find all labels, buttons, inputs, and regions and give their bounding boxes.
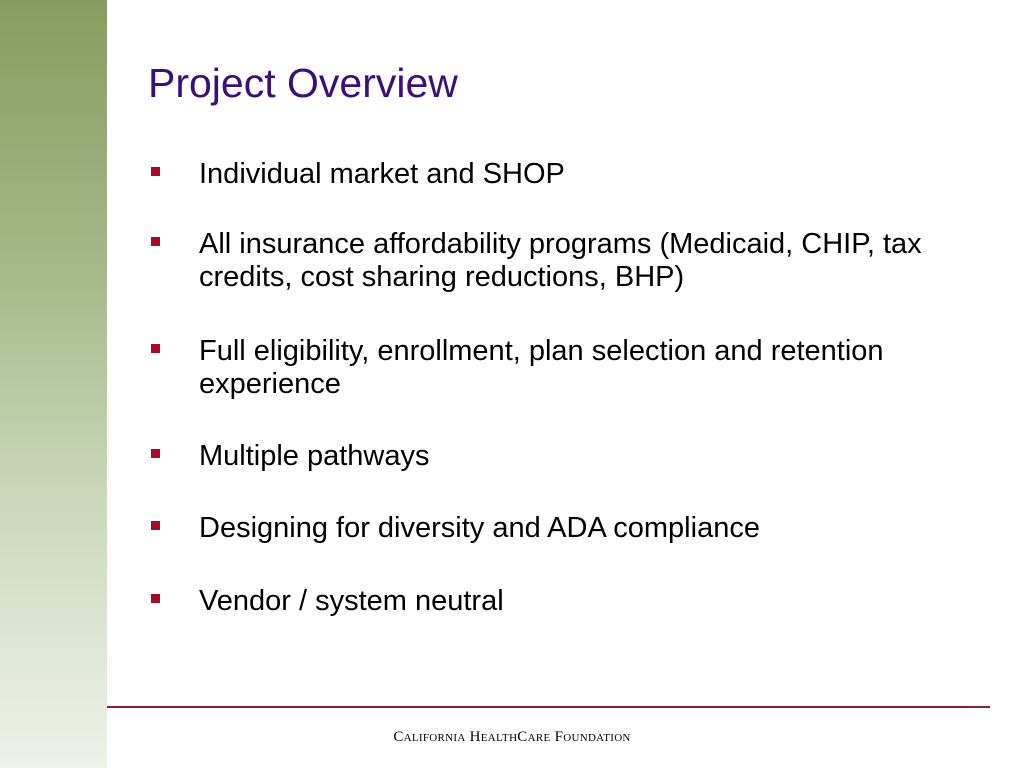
square-bullet-icon — [151, 594, 160, 603]
bullet-text: All insurance affordability programs (Medicaid, CHIP, tax credits, cost sharing reductions, BHP) — [199, 228, 922, 293]
decorative-side-bar — [0, 0, 107, 768]
square-bullet-icon — [151, 521, 160, 530]
square-bullet-icon — [151, 344, 160, 353]
slide-title: Project Overview — [148, 60, 458, 106]
square-bullet-icon — [151, 237, 160, 246]
footer-divider — [107, 706, 990, 708]
square-bullet-icon — [151, 449, 160, 458]
bullet-text: Multiple pathways — [199, 440, 430, 472]
bullet-text: Full eligibility, enrollment, plan selection and retention experience — [199, 335, 884, 400]
bullet-text: Individual market and SHOP — [199, 158, 565, 190]
bullet-text: Designing for diversity and ADA compliance — [199, 512, 760, 544]
bullet-text: Vendor / system neutral — [199, 585, 504, 617]
square-bullet-icon — [151, 167, 160, 176]
footer-organization-name: California HealthCare Foundation — [393, 729, 631, 745]
